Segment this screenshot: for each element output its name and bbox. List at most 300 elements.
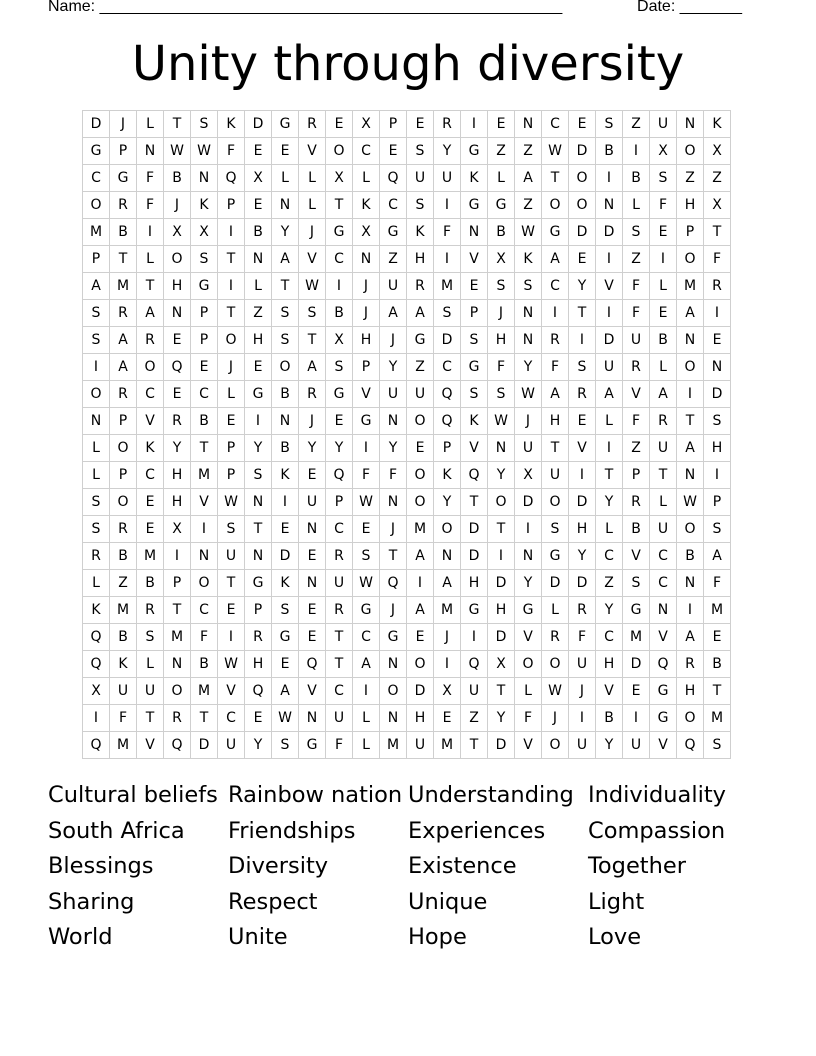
- grid-cell: D: [434, 327, 461, 354]
- grid-cell: E: [191, 354, 218, 381]
- grid-cell: C: [353, 138, 380, 165]
- grid-row: [83, 705, 731, 732]
- grid-cell: X: [353, 111, 380, 138]
- grid-cell: G: [353, 597, 380, 624]
- grid-cell: N: [650, 597, 677, 624]
- grid-cell: T: [326, 624, 353, 651]
- grid-cell: O: [164, 678, 191, 705]
- grid-cell: Q: [83, 732, 110, 759]
- grid-cell: V: [191, 489, 218, 516]
- grid-cell: A: [677, 435, 704, 462]
- grid-cell: I: [596, 246, 623, 273]
- grid-cell: P: [245, 597, 272, 624]
- grid-row: [83, 489, 731, 516]
- grid-cell: Q: [461, 462, 488, 489]
- grid-cell: F: [569, 624, 596, 651]
- grid-cell: E: [272, 138, 299, 165]
- grid-cell: J: [353, 273, 380, 300]
- word-list-item: Compassion: [588, 817, 726, 844]
- grid-cell: F: [488, 354, 515, 381]
- grid-cell: W: [299, 273, 326, 300]
- grid-cell: T: [461, 489, 488, 516]
- grid-cell: A: [299, 354, 326, 381]
- grid-cell: I: [83, 354, 110, 381]
- grid-cell: D: [569, 219, 596, 246]
- grid-cell: P: [677, 219, 704, 246]
- grid-cell: K: [83, 597, 110, 624]
- grid-cell: S: [272, 732, 299, 759]
- grid-cell: I: [488, 543, 515, 570]
- grid-cell: I: [434, 651, 461, 678]
- grid-cell: O: [488, 489, 515, 516]
- grid-cell: E: [245, 192, 272, 219]
- grid-cell: E: [272, 651, 299, 678]
- grid-cell: Y: [434, 138, 461, 165]
- grid-cell: H: [569, 516, 596, 543]
- grid-cell: I: [677, 381, 704, 408]
- grid-cell: S: [83, 300, 110, 327]
- grid-cell: C: [353, 624, 380, 651]
- grid-cell: W: [218, 489, 245, 516]
- grid-cell: K: [434, 462, 461, 489]
- grid-cell: S: [515, 273, 542, 300]
- grid-cell: E: [164, 327, 191, 354]
- grid-cell: A: [677, 300, 704, 327]
- grid-cell: N: [164, 651, 191, 678]
- grid-cell: S: [488, 381, 515, 408]
- grid-cell: C: [542, 111, 569, 138]
- grid-cell: N: [596, 192, 623, 219]
- grid-cell: I: [353, 678, 380, 705]
- grid-cell: I: [272, 489, 299, 516]
- grid-cell: Y: [596, 597, 623, 624]
- grid-cell: C: [326, 246, 353, 273]
- grid-cell: R: [110, 300, 137, 327]
- grid-cell: G: [461, 597, 488, 624]
- grid-cell: C: [191, 381, 218, 408]
- grid-cell: L: [623, 192, 650, 219]
- grid-cell: X: [434, 678, 461, 705]
- grid-cell: B: [110, 219, 137, 246]
- grid-cell: G: [353, 408, 380, 435]
- grid-cell: R: [434, 111, 461, 138]
- grid-cell: G: [515, 597, 542, 624]
- grid-cell: Y: [515, 354, 542, 381]
- grid-cell: R: [542, 624, 569, 651]
- grid-cell: H: [677, 192, 704, 219]
- grid-cell: P: [461, 300, 488, 327]
- grid-cell: H: [488, 327, 515, 354]
- grid-cell: U: [407, 381, 434, 408]
- grid-cell: D: [488, 570, 515, 597]
- grid-cell: H: [164, 462, 191, 489]
- grid-cell: T: [137, 273, 164, 300]
- word-list-item: Experiences: [408, 817, 546, 844]
- grid-cell: M: [704, 597, 731, 624]
- grid-cell: T: [218, 570, 245, 597]
- grid-cell: H: [353, 327, 380, 354]
- grid-cell: U: [650, 111, 677, 138]
- grid-cell: R: [245, 624, 272, 651]
- grid-cell: I: [650, 246, 677, 273]
- grid-cell: Q: [164, 354, 191, 381]
- grid-cell: P: [110, 408, 137, 435]
- grid-cell: D: [569, 489, 596, 516]
- grid-cell: N: [434, 543, 461, 570]
- grid-cell: N: [137, 138, 164, 165]
- grid-cell: N: [191, 165, 218, 192]
- grid-cell: D: [623, 651, 650, 678]
- grid-cell: N: [299, 705, 326, 732]
- grid-cell: U: [623, 732, 650, 759]
- grid-cell: A: [677, 624, 704, 651]
- grid-cell: R: [299, 111, 326, 138]
- grid-cell: C: [542, 273, 569, 300]
- grid-cell: A: [110, 354, 137, 381]
- grid-cell: T: [191, 705, 218, 732]
- grid-cell: O: [542, 192, 569, 219]
- grid-cell: C: [650, 543, 677, 570]
- grid-cell: I: [353, 435, 380, 462]
- grid-cell: Q: [434, 408, 461, 435]
- grid-cell: O: [137, 354, 164, 381]
- grid-cell: E: [650, 300, 677, 327]
- grid-cell: W: [353, 570, 380, 597]
- grid-cell: A: [596, 381, 623, 408]
- grid-cell: M: [677, 273, 704, 300]
- grid-cell: S: [326, 354, 353, 381]
- word-list-item: Light: [588, 888, 645, 915]
- grid-cell: E: [704, 327, 731, 354]
- grid-row: [83, 624, 731, 651]
- grid-cell: W: [542, 678, 569, 705]
- grid-cell: Z: [515, 192, 542, 219]
- grid-cell: P: [110, 462, 137, 489]
- grid-cell: A: [110, 327, 137, 354]
- grid-cell: M: [623, 624, 650, 651]
- grid-cell: I: [623, 705, 650, 732]
- grid-cell: B: [623, 165, 650, 192]
- grid-cell: R: [137, 327, 164, 354]
- grid-cell: T: [326, 192, 353, 219]
- grid-cell: G: [623, 597, 650, 624]
- grid-cell: T: [569, 300, 596, 327]
- grid-cell: U: [461, 678, 488, 705]
- grid-cell: C: [137, 462, 164, 489]
- grid-cell: T: [488, 678, 515, 705]
- grid-cell: U: [407, 165, 434, 192]
- grid-cell: E: [569, 246, 596, 273]
- grid-cell: U: [434, 165, 461, 192]
- grid-cell: N: [515, 111, 542, 138]
- word-list-item: South Africa: [48, 817, 185, 844]
- grid-cell: G: [191, 273, 218, 300]
- grid-cell: V: [299, 138, 326, 165]
- grid-row: [83, 435, 731, 462]
- grid-cell: R: [164, 705, 191, 732]
- grid-cell: R: [83, 543, 110, 570]
- grid-cell: C: [83, 165, 110, 192]
- grid-cell: K: [218, 111, 245, 138]
- grid-cell: O: [677, 516, 704, 543]
- grid-cell: C: [650, 570, 677, 597]
- grid-cell: B: [137, 570, 164, 597]
- grid-cell: Y: [596, 732, 623, 759]
- grid-cell: B: [245, 219, 272, 246]
- word-list-item: World: [48, 924, 113, 951]
- grid-cell: M: [191, 462, 218, 489]
- grid-cell: T: [650, 462, 677, 489]
- grid-cell: G: [650, 678, 677, 705]
- grid-cell: A: [407, 300, 434, 327]
- grid-cell: L: [272, 165, 299, 192]
- grid-cell: F: [704, 246, 731, 273]
- grid-cell: I: [83, 705, 110, 732]
- grid-cell: A: [542, 381, 569, 408]
- grid-cell: Q: [83, 624, 110, 651]
- grid-cell: S: [704, 408, 731, 435]
- grid-cell: H: [677, 678, 704, 705]
- grid-cell: G: [542, 219, 569, 246]
- grid-cell: C: [326, 516, 353, 543]
- grid-cell: Z: [488, 138, 515, 165]
- grid-cell: Y: [164, 435, 191, 462]
- grid-cell: X: [704, 138, 731, 165]
- grid-cell: E: [137, 516, 164, 543]
- grid-cell: D: [191, 732, 218, 759]
- grid-cell: O: [272, 354, 299, 381]
- grid-cell: V: [569, 435, 596, 462]
- grid-cell: N: [245, 543, 272, 570]
- grid-row: [83, 408, 731, 435]
- grid-cell: T: [380, 543, 407, 570]
- grid-cell: W: [677, 489, 704, 516]
- grid-cell: G: [299, 732, 326, 759]
- grid-cell: R: [137, 597, 164, 624]
- grid-cell: R: [623, 489, 650, 516]
- grid-row: [83, 273, 731, 300]
- grid-cell: V: [461, 246, 488, 273]
- grid-cell: P: [218, 462, 245, 489]
- grid-cell: V: [623, 543, 650, 570]
- grid-cell: L: [353, 165, 380, 192]
- grid-cell: F: [353, 462, 380, 489]
- grid-cell: L: [596, 516, 623, 543]
- grid-cell: H: [542, 408, 569, 435]
- grid-cell: E: [218, 408, 245, 435]
- grid-cell: O: [677, 705, 704, 732]
- grid-cell: N: [380, 489, 407, 516]
- grid-cell: F: [704, 570, 731, 597]
- grid-cell: I: [704, 300, 731, 327]
- grid-cell: W: [272, 705, 299, 732]
- grid-cell: P: [218, 192, 245, 219]
- grid-cell: T: [164, 111, 191, 138]
- grid-cell: L: [245, 273, 272, 300]
- grid-cell: V: [353, 381, 380, 408]
- header: [48, 0, 742, 20]
- grid-cell: Y: [380, 435, 407, 462]
- grid-cell: Z: [461, 705, 488, 732]
- grid-cell: P: [164, 570, 191, 597]
- grid-cell: D: [542, 570, 569, 597]
- grid-cell: J: [380, 327, 407, 354]
- grid-cell: Q: [461, 651, 488, 678]
- grid-cell: Q: [380, 570, 407, 597]
- grid-cell: U: [542, 462, 569, 489]
- grid-cell: G: [407, 327, 434, 354]
- grid-cell: L: [218, 381, 245, 408]
- grid-cell: N: [515, 543, 542, 570]
- grid-cell: B: [596, 705, 623, 732]
- grid-cell: V: [515, 624, 542, 651]
- grid-cell: S: [704, 516, 731, 543]
- grid-cell: I: [677, 597, 704, 624]
- grid-cell: L: [137, 651, 164, 678]
- grid-cell: O: [434, 516, 461, 543]
- grid-cell: E: [245, 354, 272, 381]
- grid-cell: C: [380, 192, 407, 219]
- grid-cell: W: [164, 138, 191, 165]
- word-list-item: Blessings: [48, 853, 154, 880]
- grid-cell: X: [488, 246, 515, 273]
- grid-row: [83, 597, 731, 624]
- grid-cell: X: [191, 219, 218, 246]
- grid-cell: K: [407, 219, 434, 246]
- grid-cell: A: [434, 570, 461, 597]
- grid-cell: P: [623, 462, 650, 489]
- grid-cell: Z: [623, 111, 650, 138]
- grid-cell: D: [488, 732, 515, 759]
- grid-cell: B: [623, 516, 650, 543]
- grid-cell: E: [434, 705, 461, 732]
- grid-cell: R: [110, 516, 137, 543]
- grid-cell: B: [191, 651, 218, 678]
- grid-cell: D: [245, 111, 272, 138]
- grid-cell: U: [515, 435, 542, 462]
- grid-cell: B: [326, 300, 353, 327]
- grid-cell: T: [704, 219, 731, 246]
- grid-cell: T: [164, 597, 191, 624]
- word-list-item: Individuality: [588, 782, 726, 808]
- grid-cell: Z: [380, 246, 407, 273]
- grid-cell: R: [326, 597, 353, 624]
- grid-cell: S: [191, 111, 218, 138]
- grid-cell: S: [272, 300, 299, 327]
- grid-cell: S: [542, 516, 569, 543]
- grid-cell: S: [353, 543, 380, 570]
- grid-cell: R: [650, 408, 677, 435]
- grid-cell: H: [245, 651, 272, 678]
- grid-cell: Y: [488, 462, 515, 489]
- grid-cell: N: [461, 219, 488, 246]
- grid-cell: M: [434, 597, 461, 624]
- grid-cell: S: [461, 381, 488, 408]
- grid-row: [83, 543, 731, 570]
- grid-cell: S: [596, 111, 623, 138]
- grid-cell: B: [704, 651, 731, 678]
- grid-cell: R: [623, 354, 650, 381]
- grid-cell: A: [83, 273, 110, 300]
- grid-cell: R: [164, 408, 191, 435]
- grid-cell: S: [83, 516, 110, 543]
- grid-cell: K: [461, 408, 488, 435]
- grid-cell: Q: [245, 678, 272, 705]
- grid-cell: A: [515, 165, 542, 192]
- grid-cell: W: [542, 138, 569, 165]
- grid-cell: I: [137, 219, 164, 246]
- grid-cell: J: [299, 408, 326, 435]
- grid-cell: X: [164, 219, 191, 246]
- word-list-item: Understanding: [408, 782, 574, 808]
- grid-cell: S: [83, 489, 110, 516]
- grid-cell: T: [218, 246, 245, 273]
- grid-cell: S: [83, 327, 110, 354]
- grid-cell: G: [326, 381, 353, 408]
- grid-row: [83, 381, 731, 408]
- grid-cell: S: [407, 138, 434, 165]
- grid-cell: M: [407, 516, 434, 543]
- grid-cell: J: [488, 300, 515, 327]
- grid-cell: W: [488, 408, 515, 435]
- grid-cell: I: [434, 192, 461, 219]
- grid-cell: H: [704, 435, 731, 462]
- grid-cell: D: [704, 381, 731, 408]
- grid-cell: I: [596, 300, 623, 327]
- grid-cell: F: [110, 705, 137, 732]
- grid-cell: O: [407, 651, 434, 678]
- grid-cell: D: [407, 678, 434, 705]
- grid-cell: O: [569, 165, 596, 192]
- grid-cell: K: [191, 192, 218, 219]
- grid-cell: Q: [677, 732, 704, 759]
- grid-row: [83, 327, 731, 354]
- grid-row: [83, 732, 731, 759]
- grid-cell: I: [164, 543, 191, 570]
- grid-cell: T: [191, 435, 218, 462]
- grid-cell: B: [164, 165, 191, 192]
- grid-cell: D: [488, 624, 515, 651]
- grid-cell: D: [596, 219, 623, 246]
- grid-cell: X: [245, 165, 272, 192]
- grid-cell: N: [515, 300, 542, 327]
- grid-cell: Q: [218, 165, 245, 192]
- grid-cell: A: [272, 246, 299, 273]
- grid-cell: M: [434, 732, 461, 759]
- grid-cell: P: [380, 111, 407, 138]
- grid-cell: U: [326, 705, 353, 732]
- grid-cell: P: [434, 435, 461, 462]
- grid-cell: L: [137, 246, 164, 273]
- grid-cell: N: [677, 327, 704, 354]
- grid-cell: Q: [299, 651, 326, 678]
- grid-cell: F: [191, 624, 218, 651]
- word-list-item: Unite: [228, 924, 288, 951]
- grid-cell: L: [542, 597, 569, 624]
- word-list-item: Diversity: [228, 853, 329, 880]
- grid-cell: M: [434, 273, 461, 300]
- grid-cell: L: [650, 273, 677, 300]
- grid-cell: U: [380, 273, 407, 300]
- grid-cell: S: [299, 300, 326, 327]
- grid-cell: A: [407, 597, 434, 624]
- grid-cell: M: [164, 624, 191, 651]
- grid-cell: A: [650, 381, 677, 408]
- grid-cell: O: [380, 678, 407, 705]
- grid-cell: V: [461, 435, 488, 462]
- grid-cell: O: [110, 489, 137, 516]
- grid-cell: L: [650, 489, 677, 516]
